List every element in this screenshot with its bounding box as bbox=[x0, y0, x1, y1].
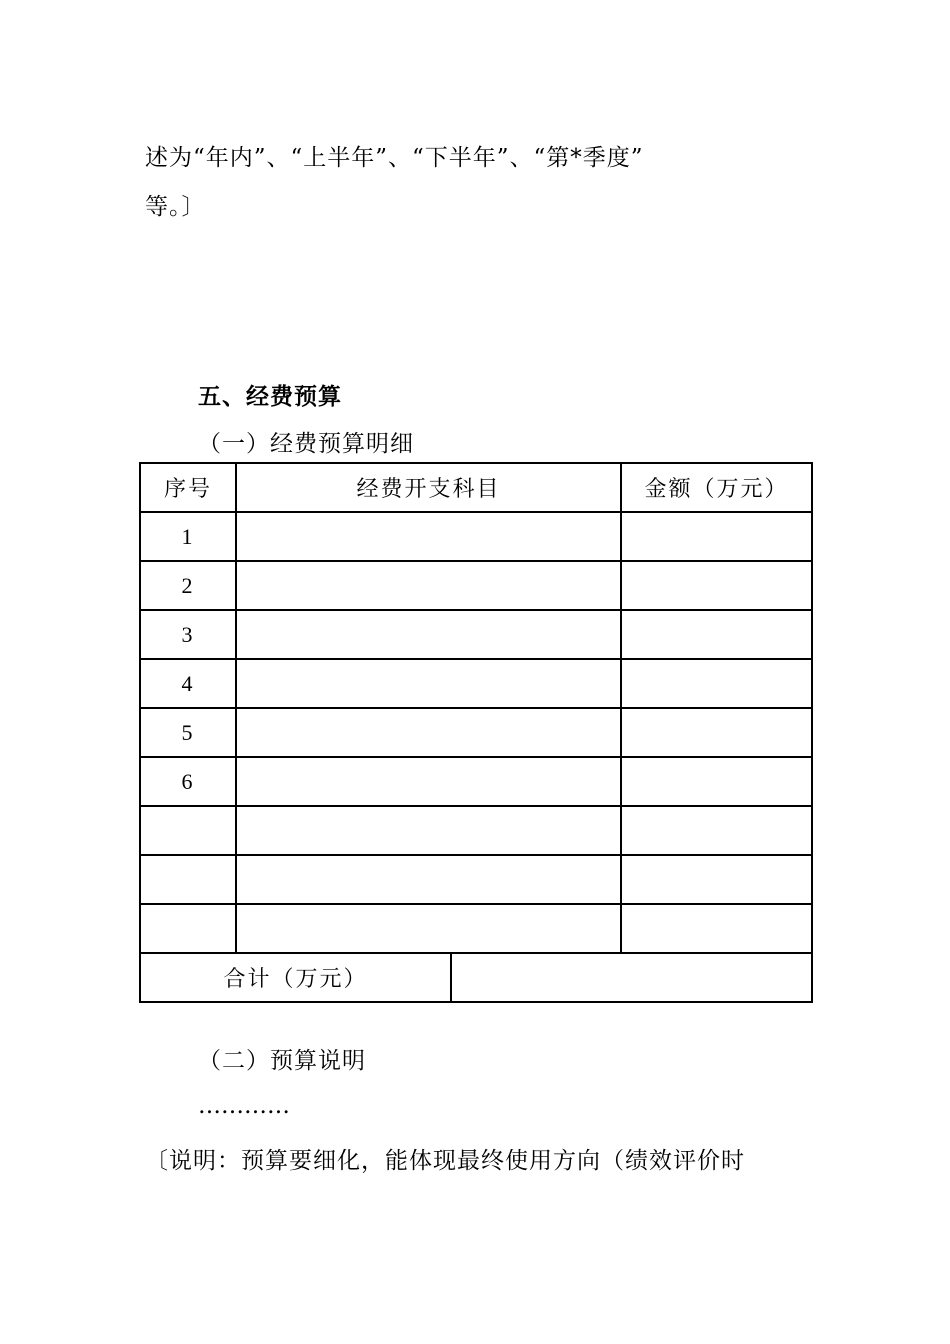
table-row bbox=[140, 806, 812, 855]
row-amount-cell[interactable] bbox=[621, 904, 812, 953]
subsection-title-explanation: （二）预算说明 bbox=[198, 1048, 366, 1074]
header-amount: 金额（万元） bbox=[621, 463, 812, 512]
table-row bbox=[140, 610, 812, 659]
row-item-cell[interactable] bbox=[236, 855, 621, 904]
row-item-cell[interactable] bbox=[236, 659, 621, 708]
ellipsis-text: ………… bbox=[198, 1093, 290, 1119]
row-seq: 1 bbox=[140, 512, 236, 561]
row-seq bbox=[140, 904, 236, 953]
row-item-cell[interactable] bbox=[236, 757, 621, 806]
paragraph-line-2: 等。〕 bbox=[145, 194, 206, 220]
row-seq bbox=[140, 855, 236, 904]
row-item-cell[interactable] bbox=[236, 561, 621, 610]
subsection-title-detail: （一）经费预算明细 bbox=[198, 431, 414, 457]
row-amount-cell[interactable] bbox=[621, 806, 812, 855]
total-label: 合计（万元） bbox=[140, 953, 451, 1002]
row-seq bbox=[140, 806, 236, 855]
row-amount-cell[interactable] bbox=[621, 708, 812, 757]
row-amount-cell[interactable] bbox=[621, 561, 812, 610]
row-item-cell[interactable] bbox=[236, 708, 621, 757]
table-row bbox=[140, 659, 812, 708]
table-row bbox=[140, 855, 812, 904]
header-item: 经费开支科目 bbox=[236, 463, 621, 512]
row-item-cell[interactable] bbox=[236, 904, 621, 953]
table-row bbox=[140, 512, 812, 561]
row-amount-cell[interactable] bbox=[621, 855, 812, 904]
budget-table bbox=[139, 462, 813, 1003]
row-amount-cell[interactable] bbox=[621, 757, 812, 806]
paragraph-line-1: 述为“年内”、“上半年”、“下半年”、“第*季度” bbox=[145, 145, 644, 171]
table-row bbox=[140, 561, 812, 610]
table-total-row bbox=[140, 953, 812, 1002]
row-item-cell[interactable] bbox=[236, 610, 621, 659]
row-amount-cell[interactable] bbox=[621, 659, 812, 708]
total-value-cell[interactable] bbox=[451, 953, 812, 1002]
table-header-row bbox=[140, 463, 812, 512]
row-item-cell[interactable] bbox=[236, 512, 621, 561]
row-seq: 3 bbox=[140, 610, 236, 659]
table-row bbox=[140, 904, 812, 953]
table-row bbox=[140, 708, 812, 757]
row-amount-cell[interactable] bbox=[621, 512, 812, 561]
header-seq: 序号 bbox=[140, 463, 236, 512]
row-seq: 5 bbox=[140, 708, 236, 757]
row-item-cell[interactable] bbox=[236, 806, 621, 855]
budget-note: 〔说明：预算要细化，能体现最终使用方向（绩效评价时 bbox=[145, 1148, 745, 1174]
row-seq: 4 bbox=[140, 659, 236, 708]
row-seq: 2 bbox=[140, 561, 236, 610]
row-seq: 6 bbox=[140, 757, 236, 806]
section-title: 五、经费预算 bbox=[198, 384, 342, 410]
row-amount-cell[interactable] bbox=[621, 610, 812, 659]
table-row bbox=[140, 757, 812, 806]
